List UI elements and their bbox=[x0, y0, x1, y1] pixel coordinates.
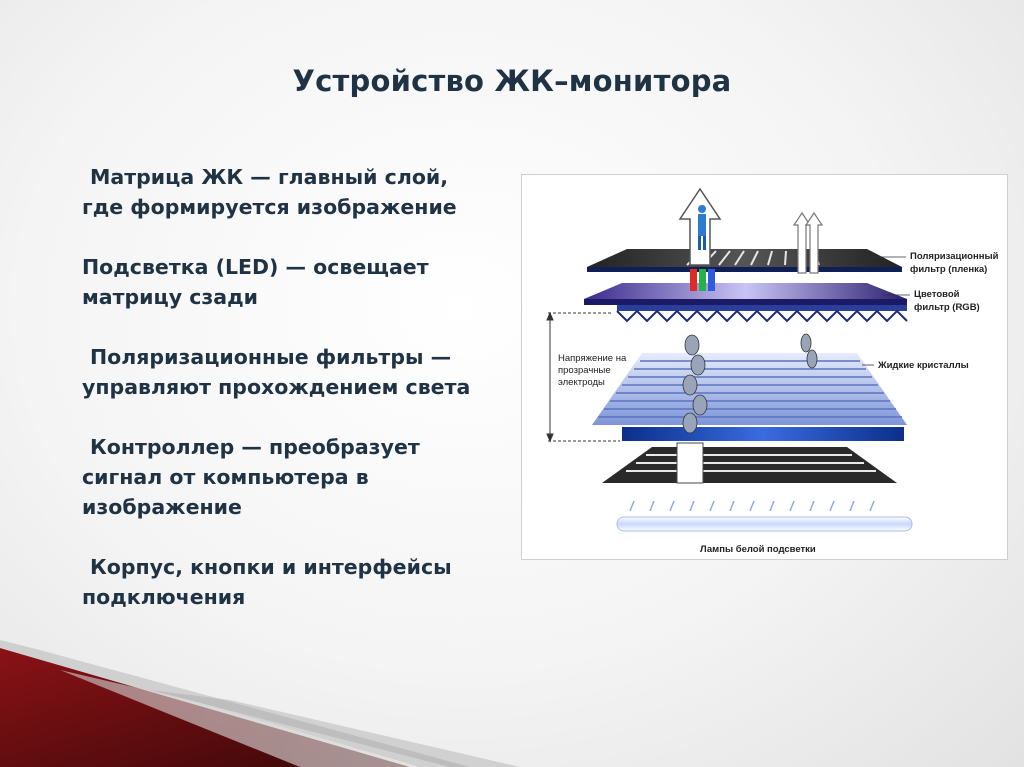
bullet-text: Контроллер — преобразует bbox=[90, 435, 420, 459]
bullet-text: Подсветка (LED) — освещает bbox=[82, 255, 429, 279]
bullet-text: сигнал от компьютера в bbox=[82, 465, 369, 489]
label-polarizer-2: фильтр (пленка) bbox=[910, 264, 988, 275]
bullet-list bbox=[82, 162, 512, 642]
backlight-lamps bbox=[617, 501, 912, 531]
lcd-layers-diagram bbox=[521, 174, 1008, 560]
bullet-controller bbox=[82, 432, 512, 522]
label-polarizer: Поляризационный bbox=[910, 251, 999, 262]
label-voltage-3: электроды bbox=[558, 377, 605, 388]
label-color-filter: Цветовой bbox=[914, 289, 960, 300]
liquid-crystal-layer bbox=[592, 334, 907, 441]
rgb-color-filter bbox=[584, 269, 907, 305]
bullet-backlight bbox=[82, 252, 512, 312]
bullet-text: Поляризационные фильтры — bbox=[90, 345, 452, 369]
bullet-text: подключения bbox=[82, 585, 246, 609]
transparent-electrode-layer bbox=[617, 305, 907, 321]
bullet-text: где формируется изображение bbox=[82, 195, 457, 219]
bullet-text: Матрица ЖК — главный слой, bbox=[90, 165, 449, 189]
label-voltage: Напряжение на bbox=[558, 353, 627, 364]
bullet-text: управляют прохождением света bbox=[82, 375, 471, 399]
bullet-text: изображение bbox=[82, 495, 242, 519]
bottom-polarizer-filter bbox=[602, 443, 897, 483]
label-liquid-crystals: Жидкие кристаллы bbox=[878, 360, 969, 371]
label-backlight-lamps: Лампы белой подсветки bbox=[700, 544, 816, 555]
bullet-text: Корпус, кнопки и интерфейсы bbox=[90, 555, 452, 579]
bullet-text: матрицу сзади bbox=[82, 285, 259, 309]
bullet-polarizers bbox=[82, 342, 512, 402]
slide-title: Устройство ЖК–монитора bbox=[292, 64, 732, 98]
bullet-lcd-matrix bbox=[82, 162, 512, 222]
bullet-case bbox=[82, 552, 512, 612]
top-polarizer-filter bbox=[587, 249, 902, 272]
label-voltage-2: прозрачные bbox=[558, 365, 611, 376]
label-color-filter-2: фильтр (RGB) bbox=[914, 302, 980, 313]
